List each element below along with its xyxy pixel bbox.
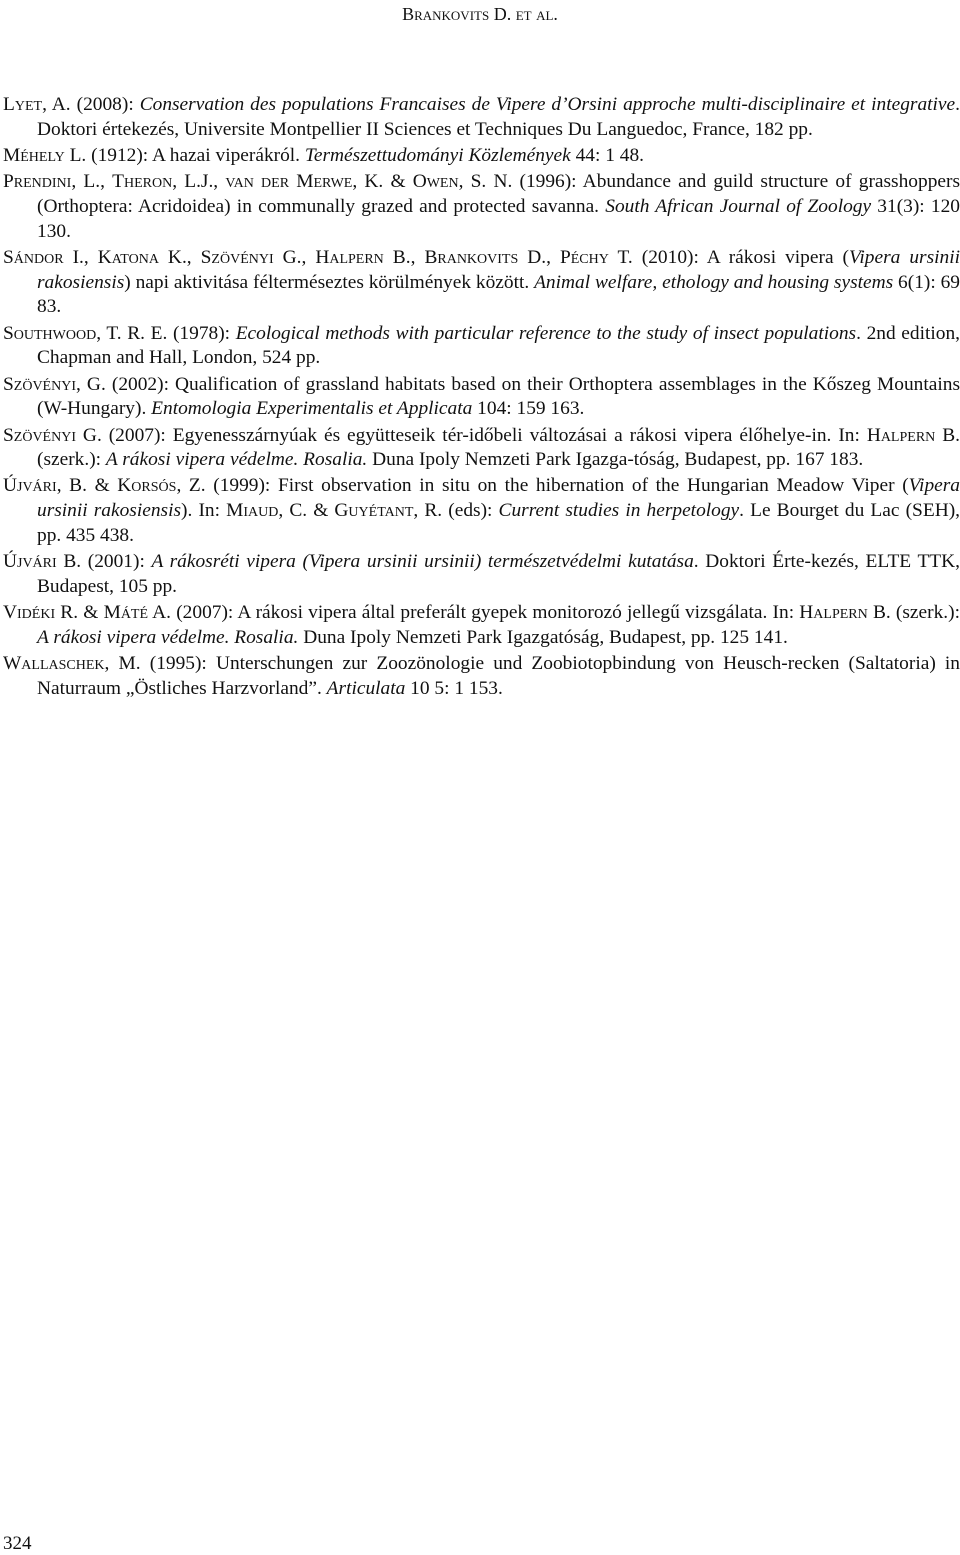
reference-text: , A. (2008): xyxy=(42,94,140,115)
reference-text: , G. (2002): Qualification of grassland habitats based on their Orthoptera assemblages in the Kőszeg Mountains (W-Hungary). xyxy=(37,373,960,420)
reference-mehely xyxy=(3,144,960,169)
reference-text: A. (2007): A rákosi vipera által preferált gyepek monitorozó jellegű vizsgálata. In: xyxy=(148,602,800,624)
page-number: 324 xyxy=(3,1533,32,1554)
reference-sandor xyxy=(3,246,960,320)
author-name: Wallaschek xyxy=(3,653,105,675)
author-name: Lyet xyxy=(3,94,43,115)
author-name: Halpern xyxy=(799,602,868,624)
author-name: Katona xyxy=(97,246,159,268)
author-name: Prendini xyxy=(3,171,72,193)
reference-text: , L.J., xyxy=(172,171,226,193)
italic-title: Ecological methods with particular reference to the study of insect populations xyxy=(235,322,857,344)
reference-text: G., xyxy=(273,246,316,268)
reference-text: G. (2007): Egyenesszárnyúak és együtteseik tér-időbeli változásai a rákosi vipera élőhelye-in. In: xyxy=(76,424,867,446)
author-name: Vidéki xyxy=(3,602,56,624)
italic-title: Vipera ursinii rakosiensis xyxy=(37,475,960,522)
italic-title: Entomologia Experimentalis et Applicata xyxy=(151,398,473,420)
reference-text: L. (1912): A hazai viperákról. xyxy=(64,144,305,166)
reference-text: D., xyxy=(518,246,560,268)
reference-text: T. (2010): A rákosi vipera ( xyxy=(608,246,850,268)
reference-text: , B. & xyxy=(56,475,118,497)
author-name: Szövényi xyxy=(3,424,76,446)
author-name: Brankovits xyxy=(424,246,519,268)
author-name: Halpern xyxy=(315,246,384,268)
reference-text: 44: 1 48. xyxy=(570,144,645,166)
author-name: Southwood xyxy=(3,322,97,344)
reference-text: , Z. (1999): First observation in situ on the hibernation of the Hungarian Meadow Viper ( xyxy=(176,475,909,497)
reference-text: ) napi aktivitása félterméseztes körülmények között. xyxy=(124,271,535,293)
reference-szovenyi-2007 xyxy=(3,424,960,473)
reference-text: , S. N. (1996): Abundance and guild structure of grasshoppers (Orthoptera: Acridoidea) in communally grazed and protected savanna. xyxy=(37,171,960,217)
italic-title: A rákosi vipera védelme. Rosalia. xyxy=(105,449,368,471)
author-name: van der Merwe xyxy=(225,171,353,193)
italic-title: South African Journal of Zoology xyxy=(605,195,872,217)
running-head: Brankovits D. et al. xyxy=(402,4,558,24)
reference-list xyxy=(3,93,960,703)
author-name: Korsós xyxy=(117,475,177,497)
reference-text: R. & xyxy=(55,602,104,624)
reference-text: . Le Bourget du Lac (SEH), pp. 435 438. xyxy=(37,500,960,546)
author-name: Halpern xyxy=(866,424,936,446)
italic-title: Current studies in herpetology xyxy=(498,500,740,522)
author-name: Guyétant xyxy=(334,500,414,522)
reference-text: B. (szerk.): xyxy=(867,602,960,624)
author-name: Miaud xyxy=(226,500,279,522)
reference-text: , K. & xyxy=(352,171,413,193)
reference-text: . Doktori Érte-kezés, ELTE TTK, Budapest, 105 pp. xyxy=(37,551,960,597)
reference-text: K., xyxy=(158,246,201,268)
italic-title: Vipera ursinii rakosiensis xyxy=(37,246,960,293)
reference-text: 31(3): 120 130. xyxy=(37,195,960,242)
reference-wallaschek xyxy=(3,652,960,701)
author-name: Újvári xyxy=(3,551,57,573)
author-name: Szövényi xyxy=(200,246,274,268)
reference-ujvari-2001 xyxy=(3,550,960,599)
reference-text: , M. (1995): Unterschungen zur Zoozönologie und Zoobiotopbindung von Heusch-recken (Saltatoria) in Naturraum „Östliches Harzvorland”. xyxy=(37,653,960,699)
author-name: Sándor xyxy=(3,246,64,268)
reference-text: 6(1): 69 83. xyxy=(37,271,960,318)
italic-title: Conservation des populations Francaises de Vipere d’Orsini approche multi-disciplinaire et integrative xyxy=(139,94,956,115)
author-name: Péchy xyxy=(559,246,609,268)
reference-text: , L., xyxy=(71,171,113,193)
reference-lyet xyxy=(3,93,960,142)
author-name: Máté xyxy=(103,602,149,624)
author-name: Owen xyxy=(412,171,459,193)
reference-text: ). In: xyxy=(181,500,227,522)
reference-text: 10 5: 1 153. xyxy=(405,677,503,699)
italic-title: Articulata xyxy=(326,677,406,699)
reference-southwood xyxy=(3,322,960,371)
reference-videki-mate xyxy=(3,601,960,650)
italic-title: A rákosréti vipera (Vipera ursinii ursinii) természetvédelmi kutatása xyxy=(151,551,694,573)
author-name: Szövényi xyxy=(3,373,76,395)
author-name: Theron xyxy=(112,171,173,193)
italic-title: Természettudományi Közlemények xyxy=(304,144,571,166)
reference-text: . Doktori értekezés, Universite Montpellier II Sciences et Techniques Du Languedoc, France, 182 pp. xyxy=(37,94,960,140)
reference-text: B., xyxy=(383,246,425,268)
author-name: Újvári xyxy=(3,475,57,497)
reference-prendini xyxy=(3,170,960,244)
author-name: Méhely xyxy=(3,144,65,166)
reference-text: , C. & xyxy=(278,500,335,522)
reference-text: I., xyxy=(63,246,98,268)
reference-text: Duna Ipoly Nemzeti Park Igazga-tóság, Budapest, pp. 167 183. xyxy=(367,449,864,471)
reference-text: B. (2001): xyxy=(56,551,152,573)
reference-text: Duna Ipoly Nemzeti Park Igazgatóság, Budapest, pp. 125 141. xyxy=(298,626,788,648)
reference-text: 104: 159 163. xyxy=(472,398,585,420)
italic-title: A rákosi vipera védelme. Rosalia. xyxy=(37,626,299,648)
italic-title: Animal welfare, ethology and housing systems xyxy=(534,271,894,293)
reference-text: , T. R. E. (1978): xyxy=(96,322,236,344)
reference-text: , R. (eds): xyxy=(413,500,499,522)
reference-szovenyi-2002 xyxy=(3,373,960,422)
reference-text: B. (szerk.): xyxy=(37,424,960,471)
reference-ujvari-korsos xyxy=(3,474,960,548)
reference-text: . 2nd edition, Chapman and Hall, London, 524 pp. xyxy=(37,322,960,369)
